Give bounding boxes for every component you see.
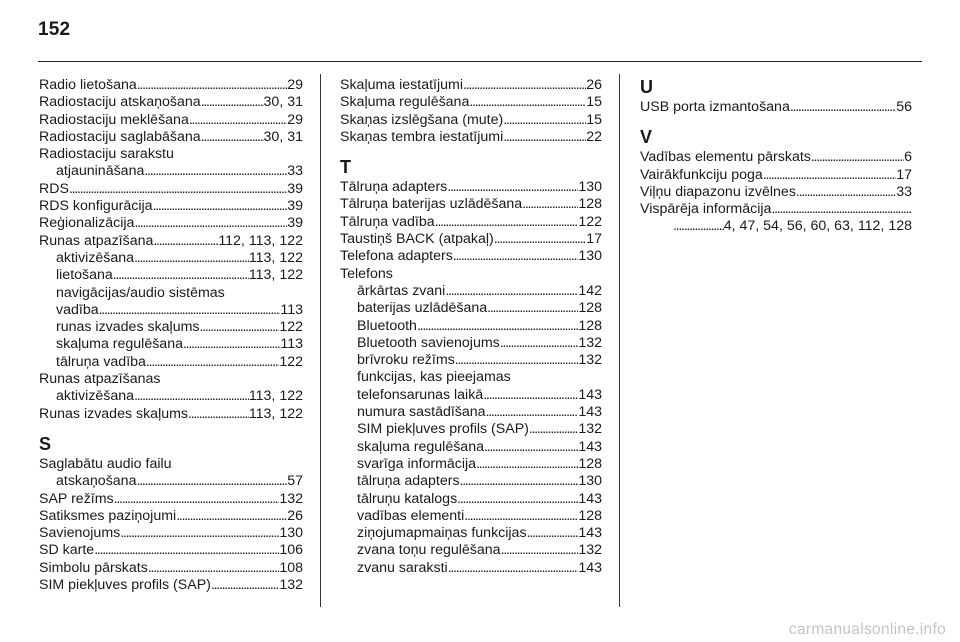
index-entry-term: runas izvades skaļums — [56, 319, 200, 336]
index-entry-pages: 122 — [279, 353, 303, 370]
index-entry-pages: 142 — [578, 282, 602, 299]
index-entry-term: RDS konfigurācija — [39, 198, 153, 215]
leader-dots — [460, 473, 579, 490]
index-entry — [39, 250, 303, 267]
leader-dots — [435, 214, 579, 231]
index-entry-term: Tālruņa adapters — [340, 179, 448, 196]
leader-dots — [522, 196, 578, 213]
index-entry — [39, 406, 303, 423]
index-entry-pages: 143 — [578, 386, 602, 403]
index-entry — [340, 404, 602, 421]
index-entry — [39, 508, 303, 525]
index-entry-pages: 106 — [279, 542, 303, 559]
leader-dots — [153, 198, 288, 215]
index-entry — [340, 491, 602, 508]
index-entry-pages: 130 — [279, 525, 303, 542]
index-entry-term: vadība — [56, 301, 99, 318]
leader-dots — [790, 99, 896, 116]
index-entry-heading: funkcijas, kas pieejamas — [357, 369, 511, 386]
index-entry-pages: 39 — [287, 198, 303, 215]
index-entry — [340, 387, 602, 404]
leader-dots — [134, 215, 287, 232]
leader-dots — [120, 525, 279, 542]
index-entry-term: Runas izvades skaļums — [39, 405, 189, 422]
index-entry — [39, 112, 303, 129]
leader-dots — [211, 577, 279, 594]
index-entry — [340, 421, 602, 438]
index-entry-term: SIM piekļuves profils (SAP) — [357, 421, 529, 438]
leader-dots — [469, 94, 586, 111]
page-number: 152 — [38, 19, 71, 40]
index-entry-pages: 128 — [578, 507, 602, 524]
leader-dots — [114, 491, 280, 508]
index-entry — [640, 149, 912, 166]
index-entry-heading: Telefons — [340, 265, 393, 282]
index-entry-pages: 29 — [287, 111, 303, 128]
leader-dots — [484, 439, 578, 456]
index-entry-term: Vispārēja informācija — [640, 201, 772, 218]
index-entry — [340, 77, 602, 94]
leader-dots — [188, 406, 249, 423]
index-entry — [340, 560, 602, 577]
index-entry-term: tālruņa vadība — [56, 353, 146, 370]
index-entry-pages: 130 — [578, 248, 602, 265]
leader-dots — [486, 404, 579, 421]
index-entry-term: ārkārtas zvani — [357, 282, 446, 299]
index-entry-pages: 29 — [287, 77, 303, 93]
index-entry-pages: 130 — [578, 179, 602, 196]
leader-dots — [176, 508, 287, 525]
index-entry-term: lietošana — [56, 267, 113, 284]
index-entry-heading: navigācijas/audio sistēmas — [56, 284, 225, 301]
index-entry-term: Viļņu diapazonu izvēlnes — [640, 183, 796, 200]
index-entry-term: Radiostaciju atskaņošana — [39, 94, 201, 111]
index-entry-term: Simbolu pārskats — [39, 559, 148, 576]
index-entry-term: Telefona adapters — [340, 248, 453, 265]
index-entry-pages: 15 — [586, 111, 602, 128]
watermark: carmanualsonline.info — [788, 621, 946, 638]
index-entry-pages: 17 — [586, 231, 602, 248]
leader-dots — [94, 542, 279, 559]
index-entry-pages: 113, 122 — [248, 405, 303, 422]
index-entry — [340, 473, 602, 490]
index-entry — [39, 473, 303, 490]
index-entry-pages: 17 — [896, 166, 912, 183]
leader-dots — [463, 77, 586, 94]
index-entry — [39, 94, 303, 111]
index-letter-heading: U — [640, 77, 653, 97]
leader-dots — [487, 300, 578, 317]
index-entry-heading: Saglabātu audio failu — [39, 455, 172, 472]
index-entry-pages: 30, 31 — [263, 94, 303, 111]
index-entry-term: SAP režīms — [39, 490, 114, 507]
leader-dots — [136, 473, 287, 490]
index-entry — [640, 99, 912, 116]
leader-dots — [200, 319, 280, 336]
index-entry-pages: 39 — [287, 180, 303, 197]
index-entry-pages: 143 — [578, 525, 602, 542]
leader-dots — [144, 163, 287, 180]
index-entry-term: Radiostaciju saglabāšana — [39, 128, 201, 145]
index-entry-pages: 143 — [578, 438, 602, 455]
index-entry-pages: 130 — [578, 473, 602, 490]
index-entry — [640, 184, 912, 201]
leader-dots — [417, 318, 578, 335]
index-entry — [39, 233, 303, 250]
leader-dots — [796, 184, 896, 201]
leader-dots — [503, 129, 586, 146]
leader-dots — [464, 508, 578, 525]
index-entry-pages: 143 — [578, 559, 602, 576]
index-entry-term: Skaņas tembra iestatījumi — [340, 128, 504, 145]
index-entry — [340, 352, 602, 369]
index-entry — [39, 129, 303, 146]
leader-dots — [146, 354, 279, 371]
index-entry-pages: 122 — [578, 213, 602, 230]
index-letter-heading: S — [39, 433, 52, 454]
column-divider — [320, 74, 321, 607]
leader-dots — [99, 302, 281, 319]
index-entry-heading: Runas atpazīšanas — [39, 371, 161, 388]
index-entry-term: Tālruņa vadība — [340, 213, 435, 230]
index-letter-heading: T — [340, 157, 351, 178]
index-entry-term: tālruņu katalogs — [357, 490, 458, 507]
index-entry — [640, 201, 912, 218]
column-divider — [619, 74, 620, 607]
index-entry-term: Tālruņa baterijas uzlādēšana — [340, 196, 523, 213]
index-entry — [39, 354, 303, 371]
index-entry-pages: 128 — [578, 196, 602, 213]
index-entry-pages: 33 — [287, 163, 303, 180]
index-letter-heading: V — [640, 127, 653, 148]
index-entry-term: SD karte — [39, 542, 95, 559]
index-entry-term: SIM piekļuves profils (SAP) — [39, 577, 211, 594]
index-entry-pages: 56 — [896, 99, 912, 115]
leader-dots — [134, 250, 249, 267]
leader-dots — [189, 112, 287, 129]
index-column-3 — [640, 77, 912, 236]
index-entry — [340, 525, 602, 542]
index-entry-pages: 132 — [578, 542, 602, 559]
index-entry-pages: 122 — [279, 319, 303, 336]
index-entry-pages: 143 — [578, 404, 602, 421]
index-entry-term: telefonsarunas laikā — [357, 386, 484, 403]
index-entry-term: ziņojumapmaiņas funkcijas — [357, 525, 527, 542]
index-entry-pages: 4, 47, 54, 56, 60, 63, 112, 128 — [723, 218, 912, 235]
index-entry — [340, 129, 602, 146]
leader-dots — [455, 352, 579, 369]
leader-dots — [500, 335, 579, 352]
index-entry — [340, 112, 602, 129]
index-entry — [340, 318, 602, 335]
index-entry — [340, 456, 602, 473]
leader-dots — [529, 421, 578, 438]
index-entry — [39, 267, 303, 284]
leader-dots — [447, 179, 578, 196]
index-entry — [640, 167, 912, 184]
leader-dots — [771, 201, 912, 218]
index-entry-heading: Radiostaciju sarakstu — [39, 146, 174, 163]
index-entry-term: vadības elementi — [357, 507, 465, 524]
index-entry-term: aktivizēšana — [56, 388, 135, 405]
index-entry-pages: 33 — [896, 183, 912, 200]
leader-dots — [483, 387, 578, 404]
index-entry-pages: 26 — [586, 77, 602, 93]
index-entry-term: Skaļuma iestatījumi — [340, 77, 464, 93]
index-entry-pages: 128 — [578, 455, 602, 472]
index-entry-pages: 108 — [279, 559, 303, 576]
index-entry-term: Runas atpazīšana — [39, 232, 154, 249]
index-entry-term: Bluetooth savienojums — [357, 334, 500, 351]
leader-dots — [69, 181, 287, 198]
index-entry — [340, 300, 602, 317]
index-entry-pages: 132 — [279, 577, 303, 594]
leader-dots — [453, 248, 579, 265]
index-entry-pages: 113, 122 — [248, 249, 303, 266]
index-entry-pages: 39 — [287, 215, 303, 232]
leader-dots — [457, 491, 578, 508]
index-entry — [340, 542, 602, 559]
leader-dots — [134, 388, 249, 405]
leader-dots — [476, 456, 578, 473]
index-entry-term: brīvroku režīms — [357, 352, 455, 369]
index-entry-pages: 113, 122 — [248, 267, 303, 284]
index-entry-pages: 22 — [586, 128, 602, 145]
index-entry-term: Savienojums — [39, 525, 121, 542]
index-entry-term: numura sastādīšana — [357, 404, 486, 421]
index-entry — [39, 319, 303, 336]
index-entry-pages: 113 — [280, 336, 303, 353]
index-entry — [340, 248, 602, 265]
index-entry-term: Radiostaciju meklēšana — [39, 111, 189, 128]
index-entry — [39, 525, 303, 542]
index-entry-term: Radio lietošana — [39, 77, 137, 93]
index-entry-pages: 113 — [280, 301, 303, 318]
index-entry-term: RDS — [39, 180, 69, 197]
index-entry — [39, 560, 303, 577]
index-entry-pages: 113, 122 — [248, 388, 303, 405]
index-entry-term: atjaunināšana — [56, 163, 145, 180]
leader-dots — [763, 167, 896, 184]
index-entry-term: USB porta izmantošana — [640, 99, 790, 115]
leader-dots — [137, 77, 287, 94]
leader-dots — [148, 560, 280, 577]
index-entry-term: skaļuma regulēšana — [56, 336, 183, 353]
index-entry-pages: 15 — [586, 94, 602, 111]
leader-dots — [183, 336, 280, 353]
index-entry-term: Satiksmes paziņojumi — [39, 507, 177, 524]
index-entry — [39, 542, 303, 559]
index-column-2 — [340, 77, 602, 577]
index-entry — [340, 214, 602, 231]
index-entry — [340, 179, 602, 196]
index-entry — [340, 335, 602, 352]
index-entry — [39, 163, 303, 180]
index-entry-term: zvana toņu regulēšana — [357, 542, 501, 559]
index-entry-pages: 128 — [578, 317, 602, 334]
index-entry — [39, 577, 303, 594]
leader-dots — [811, 149, 904, 166]
index-entry-term: Vairākfunkciju poga — [640, 166, 763, 183]
leader-dots — [448, 560, 579, 577]
index-entry-term: skaļuma regulēšana — [357, 438, 484, 455]
index-entry-term: zvanu saraksti — [357, 559, 448, 576]
header-rule — [38, 61, 922, 62]
index-entry-pages: 26 — [287, 507, 303, 524]
index-entry — [340, 94, 602, 111]
index-entry-term: baterijas uzlādēšana — [357, 300, 488, 317]
index-entry — [39, 302, 303, 319]
index-entry-term: Taustiņš BACK (atpakaļ) — [340, 231, 494, 248]
index-entry — [640, 218, 912, 235]
index-entry-pages: 112, 113, 122 — [218, 232, 303, 249]
index-entry-pages: 128 — [578, 300, 602, 317]
index-entry-pages: 132 — [578, 334, 602, 351]
index-entry-term: svarīga informācija — [357, 455, 477, 472]
index-entry — [39, 215, 303, 232]
leader-dots — [527, 525, 579, 542]
index-entry-pages: 132 — [578, 352, 602, 369]
index-entry — [340, 508, 602, 525]
index-entry-term: Bluetooth — [357, 317, 417, 334]
leader-dots — [445, 283, 578, 300]
index-entry-pages: 132 — [578, 421, 602, 438]
index-entry — [340, 439, 602, 456]
leader-dots — [201, 129, 264, 146]
index-entry-pages: 30, 31 — [263, 128, 303, 145]
index-entry — [340, 196, 602, 213]
index-entry — [340, 231, 602, 248]
index-entry-term: Vadības elementu pārskats — [640, 149, 811, 166]
index-entry-pages: 6 — [904, 149, 912, 166]
leader-dots — [153, 233, 218, 250]
index-entry — [340, 283, 602, 300]
index-entry-pages: 132 — [279, 490, 303, 507]
leader-dots — [113, 267, 249, 284]
index-entry-term: aktivizēšana — [56, 249, 135, 266]
index-entry-pages: 57 — [287, 473, 303, 490]
index-entry-term: Skaņas izslēgšana (mute) — [340, 111, 504, 128]
index-entry-term: Reģionalizācija — [39, 215, 135, 232]
index-entry — [39, 336, 303, 353]
index-column-1 — [39, 77, 303, 594]
index-entry — [39, 198, 303, 215]
leader-dots — [503, 112, 586, 129]
leader-dots — [501, 542, 579, 559]
index-entry — [39, 181, 303, 198]
index-entry-term: Skaļuma regulēšana — [340, 94, 470, 111]
leader-dots — [494, 231, 586, 248]
leader-dots — [673, 218, 724, 235]
index-entry-pages: 143 — [578, 490, 602, 507]
index-entry-term: atskaņošana — [56, 473, 137, 490]
index-entry — [39, 77, 303, 94]
leader-dots — [201, 94, 264, 111]
index-entry — [39, 491, 303, 508]
index-entry-term: tālruņa adapters — [357, 473, 460, 490]
index-entry — [39, 388, 303, 405]
